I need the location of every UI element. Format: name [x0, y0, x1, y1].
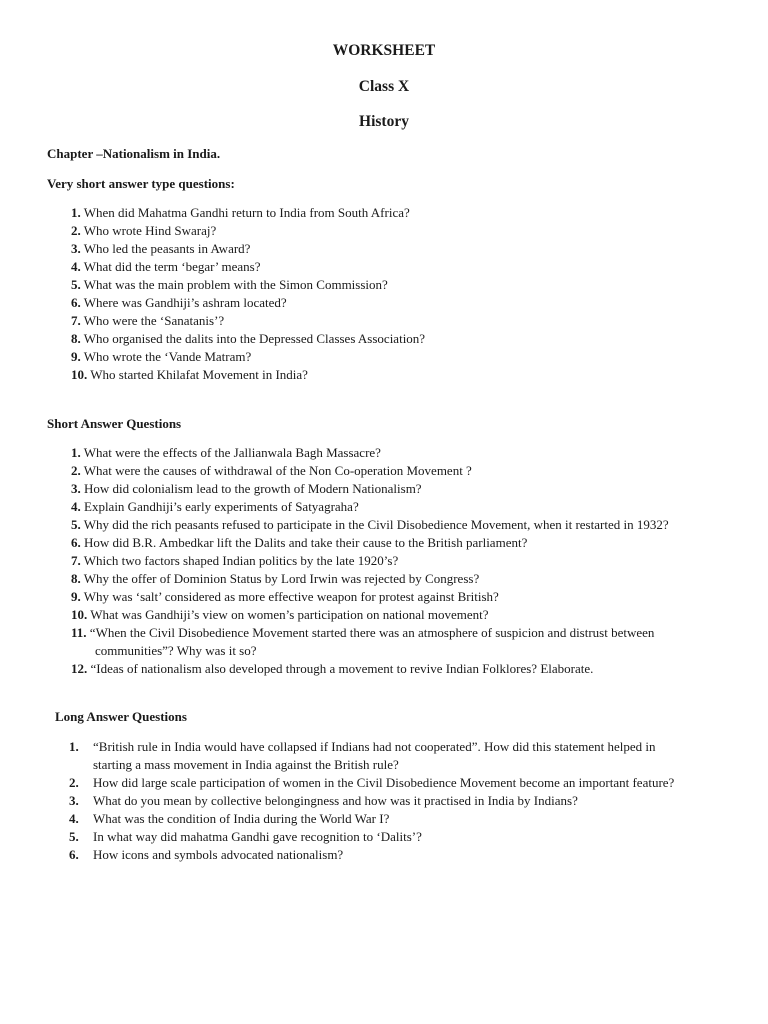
question-number: 10. — [71, 367, 88, 382]
question-item — [69, 738, 694, 774]
question-number: 5. — [71, 277, 81, 292]
long-answer-question-list — [69, 738, 694, 864]
subject-label: History — [359, 113, 409, 130]
short-answer-question-list — [71, 444, 701, 678]
question-text: “Ideas of nationalism also developed through a movement to revive Indian Folklores? Elaborate. — [90, 661, 594, 676]
question-text: Why was ‘salt’ considered as more effective weapon for protest against British? — [83, 589, 499, 604]
question-item — [71, 462, 701, 480]
question-item — [71, 204, 711, 222]
question-number: 3. — [69, 793, 79, 808]
very-short-question-list — [71, 204, 711, 384]
question-number: 9. — [71, 589, 81, 604]
question-number: 10. — [71, 607, 88, 622]
question-item — [71, 240, 711, 258]
question-item — [71, 294, 711, 312]
question-number: 5. — [69, 829, 79, 844]
question-item — [71, 606, 701, 624]
question-text: Who organised the dalits into the Depressed Classes Association? — [83, 331, 426, 346]
very-short-heading: Very short answer type questions: — [47, 176, 235, 191]
question-item — [69, 774, 694, 792]
question-item — [71, 222, 711, 240]
question-number: 9. — [71, 349, 81, 364]
question-number: 5. — [71, 517, 81, 532]
question-number: 8. — [71, 571, 81, 586]
question-item — [71, 534, 701, 552]
question-text: What was the condition of India during the World War I? — [93, 811, 390, 826]
question-text: In what way did mahatma Gandhi gave recognition to ‘Dalits’? — [93, 829, 422, 844]
question-item — [71, 552, 701, 570]
question-number: 4. — [69, 811, 79, 826]
question-text: “British rule in India would have collapsed if Indians had not cooperated”. How did this statement helped in starting a mass movement in India against the British rule? — [93, 739, 656, 772]
question-text: Which two factors shaped Indian politics by the late 1920’s? — [83, 553, 399, 568]
question-text: What did the term ‘begar’ means? — [83, 259, 261, 274]
question-item — [71, 624, 701, 660]
question-item — [71, 258, 711, 276]
question-text: Where was Gandhiji’s ashram located? — [83, 295, 287, 310]
question-text: What were the causes of withdrawal of the Non Co-operation Movement ? — [83, 463, 472, 478]
question-text: “When the Civil Disobedience Movement started there was an atmosphere of suspicion and distrust between communities”? Why was it so? — [89, 625, 655, 658]
question-item — [71, 444, 701, 462]
question-text: How did colonialism lead to the growth of Modern Nationalism? — [84, 481, 422, 496]
question-number: 3. — [71, 241, 81, 256]
question-text: Who wrote the ‘Vande Matram? — [83, 349, 252, 364]
question-number: 1. — [71, 445, 81, 460]
question-number: 6. — [69, 847, 79, 862]
question-item — [69, 810, 694, 828]
question-item — [71, 330, 711, 348]
question-text: How did large scale participation of women in the Civil Disobedience Movement become an important feature? — [93, 775, 675, 790]
question-item — [71, 312, 711, 330]
question-text: What was Gandhiji’s view on women’s participation on national movement? — [90, 607, 489, 622]
question-number: 6. — [71, 535, 81, 550]
question-number: 7. — [71, 313, 81, 328]
question-number: 12. — [71, 661, 88, 676]
question-item — [71, 498, 701, 516]
class-label: Class X — [358, 78, 410, 95]
question-text: What was the main problem with the Simon Commission? — [83, 277, 388, 292]
question-text: Explain Gandhiji’s early experiments of Satyagraha? — [84, 499, 359, 514]
question-item — [71, 516, 701, 534]
question-item — [69, 792, 694, 810]
question-number: 2. — [71, 463, 81, 478]
question-text: What do you mean by collective belongingness and how was it practised in India by Indians? — [93, 793, 578, 808]
question-number: 2. — [69, 775, 79, 790]
worksheet-title: WORKSHEET — [332, 42, 436, 59]
question-item — [71, 276, 711, 294]
question-text: Who led the peasants in Award? — [83, 241, 251, 256]
question-text: Who wrote Hind Swaraj? — [83, 223, 217, 238]
chapter-heading: Chapter –Nationalism in India. — [47, 146, 221, 161]
question-number: 4. — [71, 259, 81, 274]
question-item — [71, 588, 701, 606]
question-number: 4. — [71, 499, 81, 514]
question-number: 2. — [71, 223, 81, 238]
question-text: Why did the rich peasants refused to participate in the Civil Disobedience Movement, when it restarted in 1932? — [83, 517, 669, 532]
question-item — [69, 828, 694, 846]
short-answer-heading: Short Answer Questions — [47, 416, 182, 431]
question-number: 1. — [69, 739, 79, 754]
question-number: 1. — [71, 205, 81, 220]
question-text: When did Mahatma Gandhi return to India from South Africa? — [83, 205, 410, 220]
question-number: 8. — [71, 331, 81, 346]
question-text: Who started Khilafat Movement in India? — [90, 367, 308, 382]
question-text: How did B.R. Ambedkar lift the Dalits and take their cause to the British parliament? — [84, 535, 528, 550]
question-item — [71, 366, 711, 384]
question-text: Why the offer of Dominion Status by Lord Irwin was rejected by Congress? — [83, 571, 480, 586]
question-number: 6. — [71, 295, 81, 310]
long-answer-heading: Long Answer Questions — [55, 709, 187, 724]
question-text: What were the effects of the Jallianwala Bagh Massacre? — [83, 445, 381, 460]
question-number: 3. — [71, 481, 81, 496]
question-item — [71, 660, 701, 678]
question-text: Who were the ‘Sanatanis’? — [83, 313, 225, 328]
question-item — [71, 348, 711, 366]
question-text: How icons and symbols advocated nationalism? — [93, 847, 344, 862]
question-number: 7. — [71, 553, 81, 568]
question-item — [71, 570, 701, 588]
question-item — [71, 480, 701, 498]
question-number: 11. — [71, 625, 87, 640]
question-item — [69, 846, 694, 864]
